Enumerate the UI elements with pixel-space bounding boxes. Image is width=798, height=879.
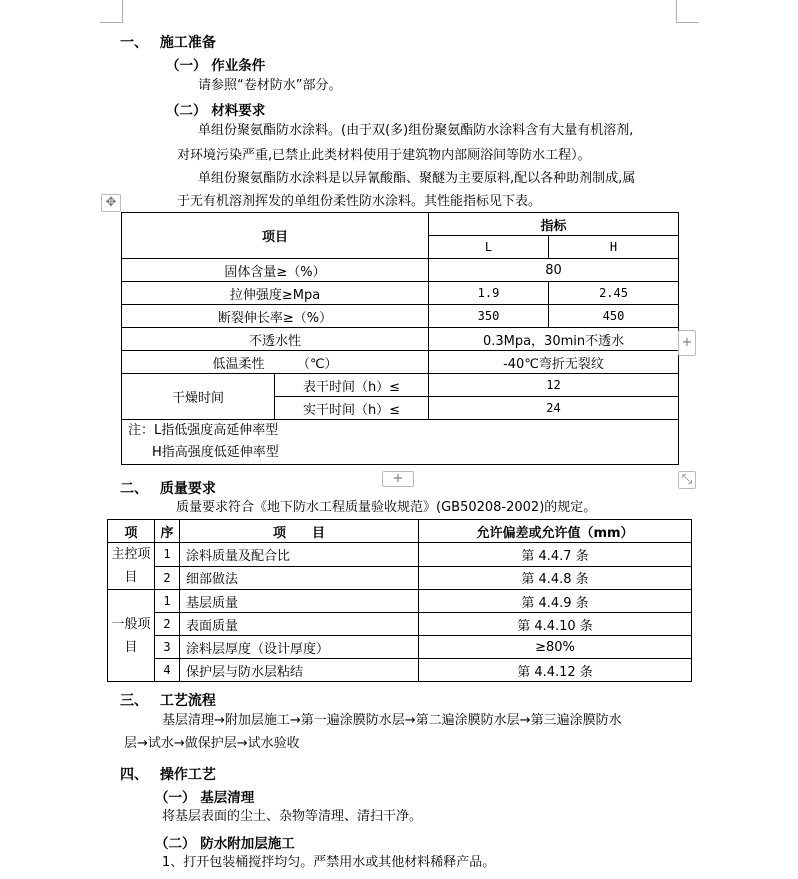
t1-note-line-2: H指高强度低延伸率型 [152,445,279,460]
t2-r3-seq: 1 [155,590,180,613]
para-2-line-2: 于无有机溶剂挥发的单组份柔性防水涂料。其性能指标见下表。 [177,194,542,209]
t2-r4-item: 表面质量 [180,613,419,636]
t1-r3-L: 350 [429,305,549,328]
t2-r2-item: 细部做法 [180,566,419,590]
table-move-handle-icon[interactable]: ✥ [101,194,121,212]
t2-group-main: 主控项目 [108,543,155,590]
t2-r6-seq: 4 [155,659,180,682]
section-4-sub2-text: 1、打开包装桶搅拌均匀。严禁用水或其他材料稀释产品。 [162,855,496,870]
section-2-title: 二、 质量要求 [120,481,216,497]
t1-header-index: 指标 [429,213,679,236]
t1-note [122,420,679,465]
para-1-line-1: 单组份聚氨酯防水涂料。(由于双(多)组份聚氨酯防水涂料含有大量有机溶剂, [198,123,634,138]
section-3-line-1: 基层清理→附加层施工→第一遍涂膜防水层→第二遍涂膜防水层→第三遍涂膜防水 [162,713,622,728]
t2-r4-seq: 2 [155,613,180,636]
t1-r4-label: 不透水性 [122,328,429,351]
t2-header-item: 项 目 [180,520,419,543]
section-4-sub1: （一） 基层清理 [155,790,255,806]
t1-r3-H: 450 [549,305,679,328]
section-1-title: 一、 施工准备 [120,35,216,51]
t2-r2-seq: 2 [155,566,180,590]
t1-r2-label: 拉伸强度≥Mpa [122,282,429,305]
t1-r3-label: 断裂伸长率≥（%） [122,305,429,328]
t1-header-L: L [429,236,549,259]
t2-r1-value: 第 4.4.7 条 [419,543,692,567]
t1-r4-value: 0.3Mpa，30min不透水 [429,328,679,351]
section-4-sub1-text: 将基层表面的尘土、杂物等清理、清扫干净。 [162,809,423,824]
t2-r2-value: 第 4.4.8 条 [419,566,692,590]
section-3-line-2: 层→试水→做保护层→试水验收 [124,736,300,751]
quality-requirements-table [107,519,692,682]
t1-r2-H: 2.45 [549,282,679,305]
t2-header-category: 项 [108,520,155,543]
section-1-sub2: （二） 材料要求 [166,103,266,119]
section-2-text: 质量要求符合《地下防水工程质量验收规范》(GB50208-2002)的规定。 [176,500,597,515]
t1-r7-label: 实干时间（h）≤ [275,397,429,420]
section-4-sub2: （二） 防水附加层施工 [155,836,295,852]
t1-r2-L: 1.9 [429,282,549,305]
t2-r5-seq: 3 [155,636,180,659]
section-1-sub1: （一） 作业条件 [166,58,266,74]
t2-r4-value: 第 4.4.10 条 [419,613,692,636]
para-1-line-2: 对环境污染严重,已禁止此类材料使用于建筑物内部厕浴间等防水工程）。 [177,148,591,163]
t2-r6-value: 第 4.4.12 条 [419,659,692,682]
material-properties-table [121,212,679,465]
t2-r3-item: 基层质量 [180,590,419,613]
t1-header-H: H [549,236,679,259]
t1-r1-label: 固体含量≥（%） [122,259,429,282]
t2-r1-item: 涂料质量及配合比 [180,543,419,567]
t1-r7-value: 24 [429,397,679,420]
t1-header-item: 项目 [122,213,429,259]
add-column-button[interactable]: + [678,330,696,356]
add-row-button[interactable]: + [382,471,414,487]
section-3-title: 三、 工艺流程 [120,693,216,709]
para-2-line-1: 单组份聚氨酯防水涂料是以异氰酸酯、聚醚为主要原料,配以各种助剂制成,属 [198,171,636,186]
t1-r5-value: -40℃弯折无裂纹 [429,351,679,374]
crop-mark-top-right [676,0,699,23]
t2-group-general: 一般项目 [108,590,155,682]
t1-r1-value: 80 [429,259,679,282]
t2-header-allowance: 允许偏差或允许值（mm） [419,520,692,543]
t2-r6-item: 保护层与防水层粘结 [180,659,419,682]
t2-r3-value: 第 4.4.9 条 [419,590,692,613]
t2-r5-item: 涂料层厚度（设计厚度） [180,636,419,659]
t1-r6-group: 干燥时间 [122,374,275,420]
table-resize-handle-icon[interactable]: ⤡ [678,471,696,489]
t1-r6-value: 12 [429,374,679,397]
t2-r5-value: ≥80% [419,636,692,659]
crop-mark-top-left [100,0,123,23]
t2-r1-seq: 1 [155,543,180,567]
section-4-title: 四、 操作工艺 [120,767,216,783]
t1-r5-label: 低温柔性 （℃） [122,351,429,374]
t1-note-line-1: 注：L指低强度高延伸率型 [128,423,279,438]
section-1-sub1-text: 请参照“卷材防水”部分。 [198,78,342,93]
t2-header-seq: 序 [155,520,180,543]
t1-r6-label: 表干时间（h）≤ [275,374,429,397]
